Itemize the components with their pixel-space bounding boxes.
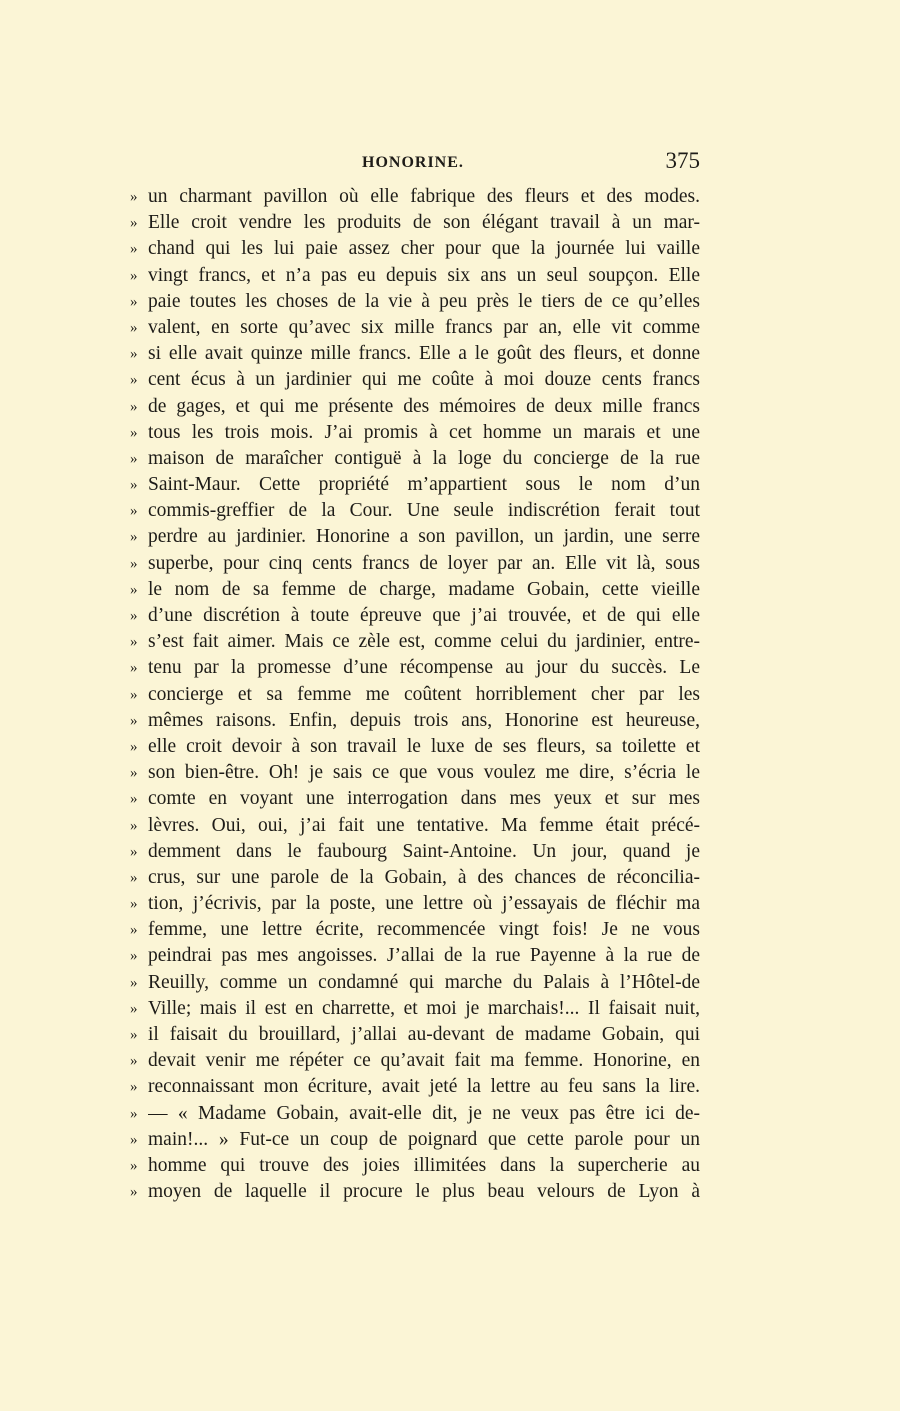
quote-mark: »	[130, 1027, 138, 1043]
line-text: chand qui les lui paie assez cher pour que la journée lui vaille	[148, 238, 700, 260]
line-text: le nom de sa femme de charge, madame Gobain, cette vieille	[148, 578, 700, 600]
text-line	[130, 943, 700, 969]
quote-mark: »	[130, 215, 138, 232]
text-line	[130, 813, 700, 839]
text-line	[130, 420, 700, 446]
quote-mark: »	[130, 529, 138, 546]
quote-mark: »	[130, 555, 138, 572]
quote-mark: »	[130, 922, 138, 939]
line-text: tion, j’écrivis, par la poste, une lettre où j’essayais de fléchir ma	[148, 893, 700, 915]
line-text: Saint-Maur. Cette propriété m’appartient sous le nom d’un	[148, 474, 700, 496]
quote-mark: »	[130, 267, 138, 284]
text-line	[130, 839, 700, 865]
text-line	[130, 682, 700, 708]
quote-mark: »	[130, 372, 138, 389]
quote-mark: »	[130, 293, 138, 310]
quote-mark: »	[130, 686, 138, 703]
text-line	[130, 367, 700, 393]
quote-mark: »	[130, 424, 138, 441]
line-text: il faisait du brouillard, j’allai au-devant de madame Gobain, qui	[148, 1024, 700, 1045]
text-line	[130, 1074, 700, 1100]
line-text: paie toutes les choses de la vie à peu près le tiers de ce qu’elles	[148, 290, 700, 312]
line-text: — « Madame Gobain, avait-elle dit, je ne veux pas être ici de-	[148, 1102, 700, 1124]
page-number: 375	[665, 148, 700, 173]
quote-mark: »	[130, 948, 138, 965]
line-text: devait venir me répéter ce qu’avait fait ma femme. Honorine, en	[148, 1050, 700, 1072]
line-text: comte en voyant une interrogation dans mes yeux et sur mes	[148, 788, 700, 810]
text-line	[130, 629, 700, 655]
text-line	[130, 655, 700, 681]
text-line	[130, 970, 700, 996]
text-line	[130, 577, 700, 603]
quote-mark: »	[130, 765, 138, 782]
line-text: Ville; mais il est en charrette, et moi je marchais!... Il faisait nuit,	[148, 997, 700, 1019]
quote-mark: »	[130, 319, 138, 336]
line-text: commis-greffier de la Cour. Une seule indiscrétion ferait tout	[148, 500, 700, 522]
quote-mark: »	[130, 896, 138, 913]
quote-mark: »	[130, 189, 138, 205]
quote-mark: »	[130, 450, 138, 467]
line-text: valent, en sorte qu’avec six mille francs par an, elle vit comme	[148, 316, 700, 338]
quote-mark: »	[130, 1131, 138, 1148]
quote-mark: »	[130, 974, 138, 991]
line-text: femme, une lettre écrite, recommencée vingt fois! Je ne vous	[148, 919, 700, 941]
text-line	[130, 996, 700, 1022]
quote-mark: »	[130, 1184, 138, 1201]
text-line	[130, 786, 700, 812]
page-header	[130, 148, 700, 180]
quote-mark: »	[130, 817, 138, 834]
quote-mark: »	[130, 608, 138, 624]
line-text: de gages, et qui me présente des mémoires de deux mille francs	[148, 395, 700, 417]
line-text: mêmes raisons. Enfin, depuis trois ans, Honorine est heureuse,	[148, 709, 700, 731]
line-text: lèvres. Oui, oui, j’ai fait une tentative. Ma femme était précé-	[148, 814, 700, 836]
quote-mark: »	[130, 712, 138, 729]
text-line	[130, 891, 700, 917]
text-line	[130, 184, 700, 210]
quote-mark: »	[130, 791, 138, 808]
quote-mark: »	[130, 869, 138, 886]
text-line	[130, 446, 700, 472]
line-text: concierge et sa femme me coûtent horriblement cher par les	[148, 683, 700, 705]
line-text: maison de maraîcher contiguë à la loge du concierge de la rue	[148, 447, 700, 469]
text-line	[130, 498, 700, 524]
line-text: crus, sur une parole de la Gobain, à des chances de réconcilia-	[148, 866, 700, 888]
text-line	[130, 603, 700, 629]
line-text: Reuilly, comme un condamné qui marche du Palais à l’Hôtel-de	[148, 971, 700, 993]
line-text: cent écus à un jardinier qui me coûte à moi douze cents francs	[148, 369, 700, 391]
line-text: tenu par la promesse d’une récompense au jour du succès. Le	[148, 657, 700, 679]
text-line	[130, 760, 700, 786]
text-line	[130, 1127, 700, 1153]
quote-mark: »	[130, 1053, 138, 1070]
quote-mark: »	[130, 738, 138, 755]
text-line	[130, 708, 700, 734]
text-line	[130, 472, 700, 498]
line-text: peindrai pas mes angoisses. J’allai de la rue Payenne à la rue de	[148, 945, 700, 967]
text-line	[130, 734, 700, 760]
quote-mark: »	[130, 1079, 138, 1096]
text-line	[130, 394, 700, 420]
line-text: reconnaissant mon écriture, avait jeté la lettre au feu sans la lire.	[148, 1076, 700, 1098]
quote-mark: »	[130, 477, 138, 494]
line-text: superbe, pour cinq cents francs de loyer par an. Elle vit là, sous	[148, 552, 700, 574]
line-text: homme qui trouve des joies illimitées dans la supercherie au	[148, 1154, 700, 1176]
quote-mark: »	[130, 398, 138, 415]
text-line	[130, 1048, 700, 1074]
line-text: demment dans le faubourg Saint-Antoine. Un jour, quand je	[148, 840, 700, 862]
text-line	[130, 865, 700, 891]
text-line	[130, 551, 700, 577]
text-line	[130, 1022, 700, 1048]
line-text: Elle croit vendre les produits de son élégant travail à un mar-	[148, 212, 700, 234]
text-line	[130, 263, 700, 289]
text-line	[130, 1153, 700, 1179]
text-line	[130, 236, 700, 262]
quote-mark: »	[130, 241, 138, 258]
line-text: vingt francs, et n’a pas eu depuis six ans un seul soupçon. Elle	[148, 264, 700, 286]
text-line	[130, 315, 700, 341]
quote-mark: »	[130, 660, 138, 677]
quote-mark: »	[130, 1157, 138, 1174]
line-text: moyen de laquelle il procure le plus beau velours de Lyon à	[148, 1181, 700, 1203]
line-text: un charmant pavillon où elle fabrique des fleurs et des modes.	[148, 186, 700, 207]
quote-mark: »	[130, 1105, 138, 1122]
quote-mark: »	[130, 503, 138, 520]
line-text: main!... » Fut-ce un coup de poignard que cette parole pour un	[148, 1128, 700, 1150]
line-text: elle croit devoir à son travail le luxe de ses fleurs, sa toilette et	[148, 735, 700, 757]
text-line	[130, 917, 700, 943]
text-line	[130, 210, 700, 236]
line-text: perdre au jardinier. Honorine a son pavillon, un jardin, une serre	[148, 526, 700, 548]
text-line	[130, 289, 700, 315]
quote-mark: »	[130, 346, 138, 363]
running-title: HONORINE.	[362, 154, 464, 171]
quote-mark: »	[130, 843, 138, 860]
text-line	[130, 1101, 700, 1127]
text-line	[130, 341, 700, 367]
text-line	[130, 1179, 700, 1205]
quote-mark: »	[130, 634, 138, 651]
body-text	[130, 184, 700, 1205]
quote-mark: »	[130, 581, 138, 598]
line-text: son bien-être. Oh! je sais ce que vous voulez me dire, s’écria le	[148, 762, 700, 784]
text-line	[130, 524, 700, 550]
quote-mark: »	[130, 1000, 138, 1017]
line-text: tous les trois mois. J’ai promis à cet homme un marais et une	[148, 421, 700, 443]
line-text: d’une discrétion à toute épreuve que j’ai trouvée, et de qui elle	[148, 605, 700, 626]
line-text: si elle avait quinze mille francs. Elle a le goût des fleurs, et donne	[148, 343, 700, 365]
line-text: s’est fait aimer. Mais ce zèle est, comme celui du jardinier, entre-	[148, 631, 700, 653]
